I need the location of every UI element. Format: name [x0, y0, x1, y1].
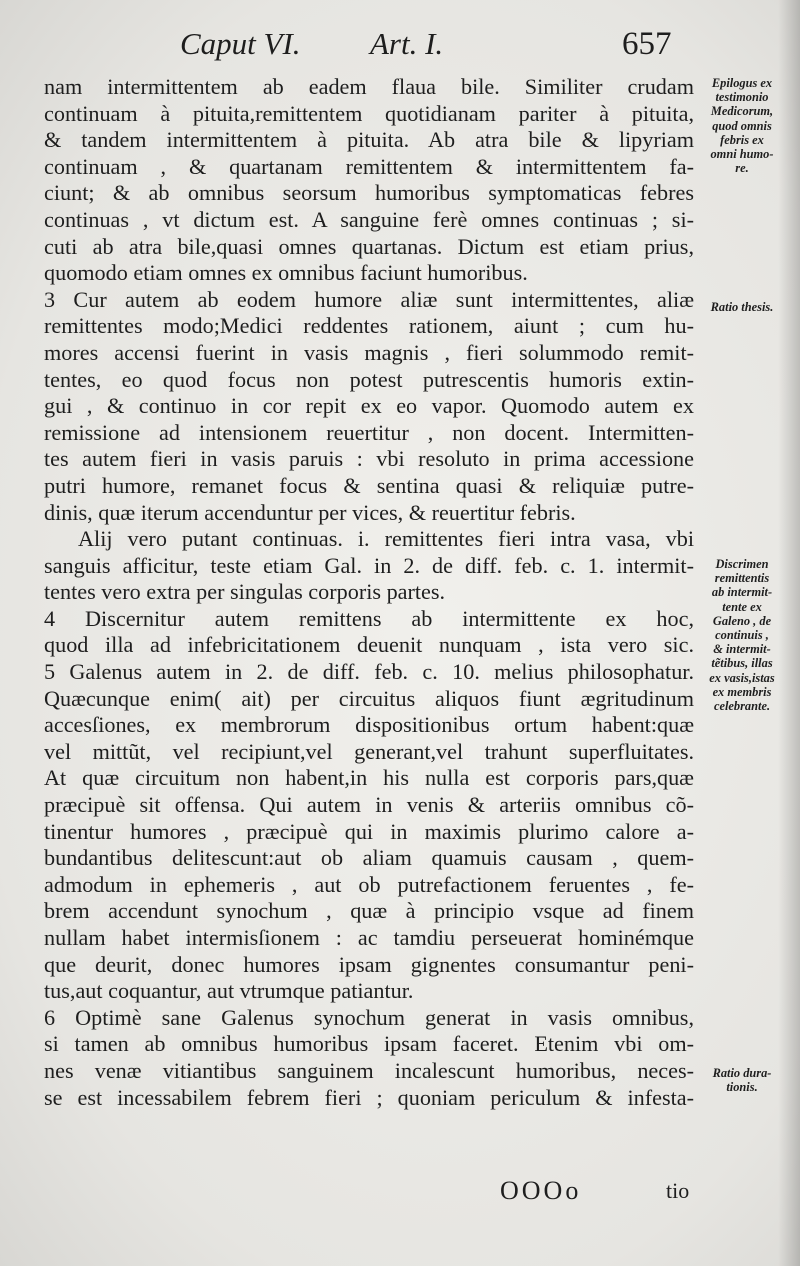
text-line: tes autem fieri in vasis paruis : vbi resoluto in prima accessione	[44, 446, 694, 472]
text-line: se est incessabilem febrem fieri ; quoniam periculum & infesta-	[44, 1084, 694, 1110]
margin-note-line: ab intermit-	[711, 585, 773, 600]
text-line: continuas , vt dictum est. A sanguine ferè omnes continuas ; si-	[44, 206, 694, 232]
margin-note-line: quod omnis	[712, 118, 772, 133]
text-line: sanguis afficitur, teste etiam Gal. in 2. de diff. feb. c. 1. intermit-	[44, 552, 694, 578]
margin-note-line: Galeno , de	[712, 613, 772, 628]
text-line: remissione ad intensionem reuertitur , non docent. Intermitten-	[44, 419, 694, 445]
text-line: dinis, quæ iterum accenduntur per vices, & reuertitur febris.	[44, 499, 576, 525]
text-line: tus,aut coquantur, aut vtrumque patiantur.	[44, 978, 414, 1004]
text-line: quomodo etiam omnes ex omnibus faciunt humoribus.	[44, 260, 528, 286]
margin-note-line: tẽtibus, illas	[711, 656, 773, 671]
margin-note-line: Epilogus ex	[711, 76, 773, 90]
page-number: 657	[622, 26, 672, 62]
margin-note-line: & intermit-	[713, 642, 771, 657]
margin-note	[688, 76, 796, 175]
running-header	[0, 26, 800, 70]
text-line: 4 Discernitur autem remittens ab intermittente ex hoc,	[44, 605, 694, 631]
margin-note-line: re.	[735, 161, 749, 176]
margin-note	[688, 300, 796, 314]
margin-note-line: Ratio thesis.	[710, 300, 774, 314]
margin-note-line: Medicorum,	[710, 104, 774, 119]
text-line: bundantibus delitescunt:aut ob aliam quamuis causam , quem-	[44, 845, 694, 871]
text-line: continuam à pituita,remittentem quotidianam pariter à pituita,	[44, 100, 694, 126]
text-line: tentes, eo quod focus non potest putrescentis humoris extin-	[44, 366, 694, 392]
text-line: putri humore, remanet focus & sentina quasi & reliquiæ putre-	[44, 472, 694, 498]
body-text	[44, 74, 694, 1111]
text-line: admodum in ephemeris , aut ob putrefactionem feruentes , fe-	[44, 871, 694, 897]
text-line: si tamen ab omnibus humoribus ipsam faceret. Etenim vbi om-	[44, 1031, 694, 1057]
margin-note-line: tente ex	[722, 599, 762, 614]
text-line: gui , & continuo in cor repit ex eo vapor. Quomodo autem ex	[44, 393, 694, 419]
text-line: tentes vero extra per singulas corporis partes.	[44, 579, 446, 605]
text-line: continuam , & quartanam remittentem & intermittentem fa-	[44, 153, 694, 179]
text-line: Quæcunque enim( ait) per circuitus aliquos fiunt ægritudinum	[44, 685, 694, 711]
margin-note-line: remittentis	[714, 571, 770, 586]
margin-note-line: febris ex	[720, 132, 764, 147]
text-line: 5 Galenus autem in 2. de diff. feb. c. 10. melius philosophatur.	[44, 659, 694, 685]
text-line: 3 Cur autem ab eodem humore aliæ sunt intermittentes, aliæ	[44, 286, 694, 312]
text-line: nullam habet intermisſionem : ac tamdiu perseuerat hominémque	[44, 925, 694, 950]
text-line: tinentur humores , præcipuè qui in maximis plurimo calore a-	[44, 818, 694, 844]
text-line: præcipuè sit offensa. Qui autem in venis & arteriis omnibus cõ-	[44, 792, 694, 818]
margin-note-line: continuis ,	[715, 628, 769, 643]
text-line: nes venæ vitiantibus sanguinem incalescunt humoribus, neces-	[44, 1057, 694, 1083]
margin-note-line: tionis.	[726, 1080, 758, 1095]
text-line: 6 Optimè sane Galenus synochum generat in vasis omnibus,	[44, 1004, 694, 1030]
text-line: mores accensi fuerint in vasis magnis , fieri solummodo remit-	[44, 339, 694, 365]
text-line: vel mittũt, vel recipiunt,vel generant,vel trahunt superfluitates.	[44, 738, 694, 764]
margin-note-line: Discrimen	[715, 557, 769, 571]
margin-note-line: ex membris	[712, 684, 772, 699]
margin-note-line: testimonio	[715, 90, 769, 105]
margin-note-line: ex vasis,istas	[709, 670, 775, 685]
margin-note	[688, 557, 796, 713]
text-line: brem accendunt synochum , quæ à principio vsque ad finem	[44, 898, 694, 924]
chapter-heading: Caput VI.	[180, 26, 301, 61]
text-line: At quæ circuitum non habent,in his nulla est corporis pars,quæ	[44, 765, 694, 791]
text-line: nam intermittentem ab eadem flaua bile. Similiter crudam	[44, 74, 694, 99]
margin-note	[688, 1066, 796, 1094]
text-line: ciunt; & ab omnibus seorsum humoribus symptomaticas febres	[44, 180, 694, 206]
article-heading: Art. I.	[370, 26, 444, 61]
margin-note-line: celebrante.	[713, 699, 771, 714]
text-line: remittentes modo;Medici reddentes rationem, aiunt ; cum hu-	[44, 313, 694, 339]
catchword: tio	[666, 1178, 690, 1203]
margin-note-line: omni humo-	[710, 147, 774, 162]
text-line: accesſiones, ex membrorum dispositionibus ortum habent:quæ	[44, 712, 694, 738]
text-line: & tandem intermittentem à pituita. Ab atra bile & lipyriam	[44, 127, 694, 153]
text-line: que deurit, donec humores ipsam gignentes consumantur peni-	[44, 951, 694, 977]
text-line: quod illa ad infebricitationem deuenit nunquam , ista vero sic.	[44, 632, 694, 658]
text-line: Alij vero putant continuas. i. remittentes fieri intra vasa, vbi	[78, 526, 694, 552]
text-line: cuti ab atra bile,quasi omnes quartanas. Dictum est etiam prius,	[44, 233, 694, 259]
signature-mark: OOOo	[500, 1176, 582, 1205]
margin-note-line: Ratio dura-	[712, 1066, 772, 1080]
